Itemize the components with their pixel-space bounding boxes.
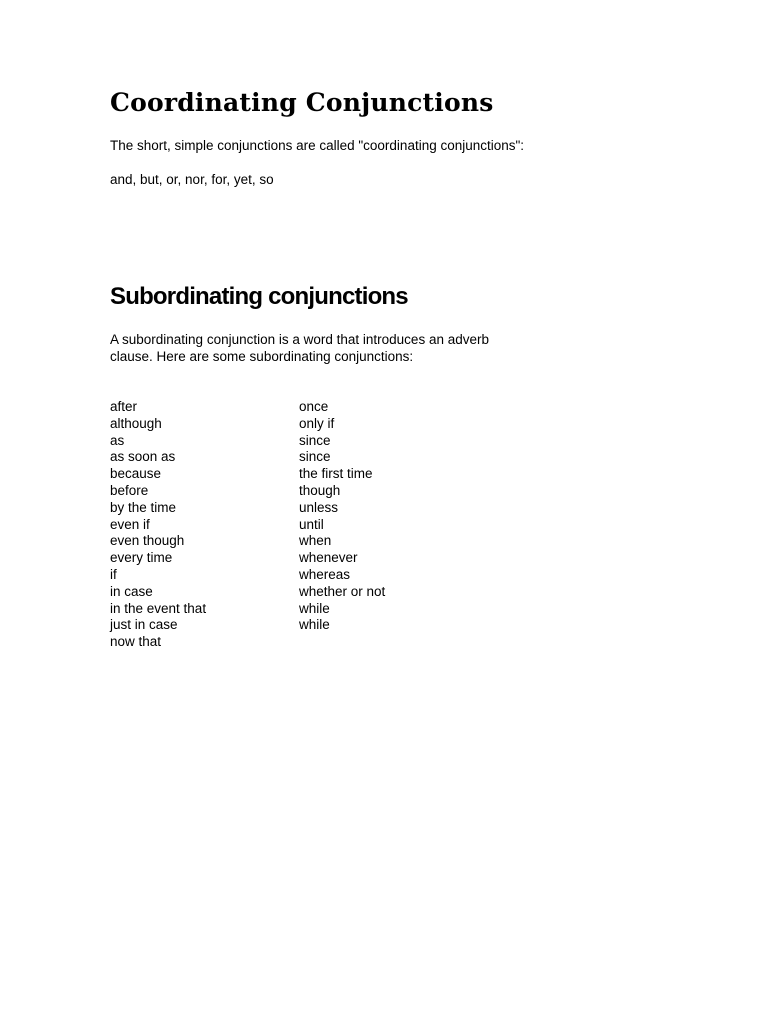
list-item: since [299, 432, 331, 448]
subordinating-list-right-column [299, 399, 385, 634]
list-item: while [299, 600, 330, 616]
list-item: whereas [299, 566, 351, 582]
list-item: unless [299, 499, 339, 515]
coordinating-intro-text: The short, simple conjunctions are called "coordinating conjunctions": [110, 138, 525, 153]
list-item: in the event that [110, 600, 207, 616]
list-item: while [299, 617, 330, 633]
heading-subordinating-conjunctions: Subordinating conjunctions [110, 283, 408, 310]
list-item: now that [110, 634, 162, 650]
list-item: after [110, 399, 138, 414]
list-item: every time [110, 550, 173, 566]
list-item: as soon as [110, 449, 176, 465]
list-item: as [110, 432, 125, 448]
list-item: until [299, 516, 324, 532]
list-item: only if [299, 415, 335, 431]
list-item: whenever [299, 550, 358, 566]
list-item: just in case [110, 617, 178, 633]
list-item: although [110, 415, 162, 431]
list-item: though [299, 482, 341, 498]
list-item: once [299, 399, 329, 414]
subordinating-list-left-column [110, 399, 206, 651]
list-item: in case [110, 583, 153, 599]
list-item: by the time [110, 499, 177, 515]
coordinating-conjunctions-list: and, but, or, nor, for, yet, so [110, 172, 274, 187]
list-item: if [110, 566, 117, 582]
list-item: because [110, 466, 162, 482]
list-item: since [299, 449, 331, 465]
list-item: even if [110, 516, 150, 532]
list-item: even though [110, 533, 185, 549]
heading-coordinating-conjunctions: Coordinating Conjunctions [110, 88, 494, 117]
subordinating-definition-line-2: clause. Here are some subordinating conjunctions: [110, 349, 414, 364]
subordinating-definition-line-1: A subordinating conjunction is a word that introduces an adverb [110, 332, 489, 347]
list-item: when [299, 533, 332, 549]
list-item: whether or not [299, 583, 386, 599]
list-item: before [110, 482, 149, 498]
list-item: the first time [299, 466, 373, 482]
